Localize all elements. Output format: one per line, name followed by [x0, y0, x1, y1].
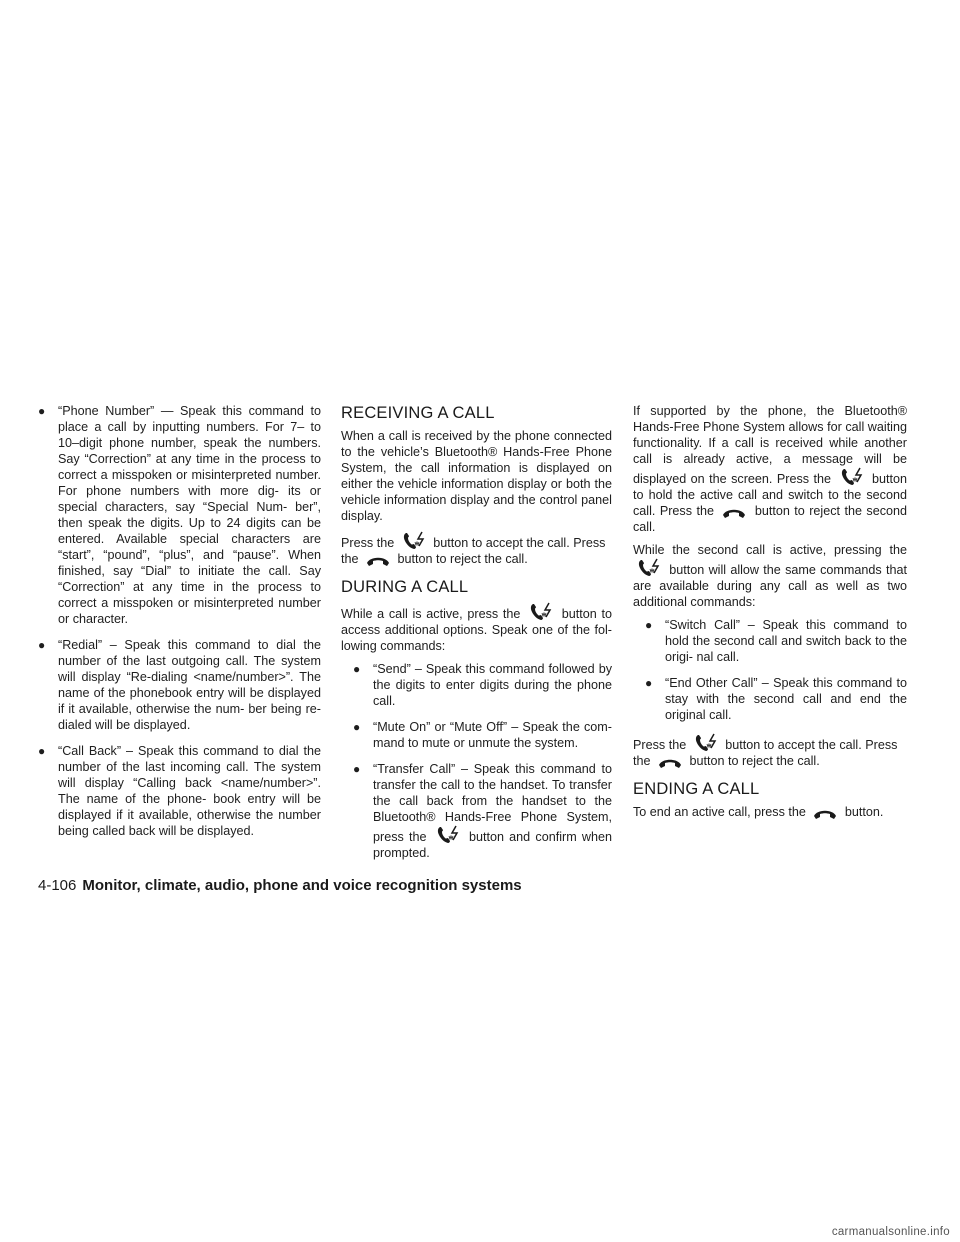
bullet-icon: ● — [353, 762, 361, 776]
bullet-icon: ● — [38, 638, 46, 652]
middle-column — [341, 403, 612, 871]
phone-hang-up-icon — [813, 808, 837, 820]
call-waiting-paragraph: If supported by the phone, the Bluetooth® Hands-Free Phone System allows for call waiting functionality. If a call is received while another call is already active, a message will be displayed on the screen. Press the button to hold the active call and switch to the second call. Press the button to reject the second call. — [633, 404, 908, 534]
list-item: ● “Call Back” – Speak this command to dial the number of the last incoming call. The system will display “Calling back <name/number>”. The name of the phone- book entry will be displayed if it available, otherwise the number being called back will be displayed. — [38, 744, 321, 838]
list-item: ● “Phone Number” — Speak this command to place a call by inputting numbers. For 7– to 10–digit phone number, speak the numbers. Say “Correction” at any time in the process to correct a misspoken or misinterpreted number. For phone numbers with more dig- its or special characters, say “Special Num- ber”, then speak the digits. Up to 24 digits can be entered. Available special characters are “start”, “pound”, “plus”, and “pause”. When finished, say “Dial” to initiate the call. Say “Correction” at any time in the process to correct a misspoken or misinterpreted number or character. — [38, 404, 321, 626]
left-column — [38, 403, 321, 849]
ending-instructions: To end an active call, press the button. — [633, 805, 884, 819]
waiting-press-instructions: Press the button to accept the call. Press the button to reject the call. — [633, 733, 907, 769]
second-call-paragraph: While the second call is active, pressing the button will allow the same commands that are available during any call as well as two additional commands: — [633, 543, 907, 609]
phone-voice-icon — [436, 825, 460, 845]
phone-voice-icon — [840, 467, 864, 487]
list-item: ● “Redial” – Speak this command to dial the number of the last outgoing call. The system will display “Re-dialing <name/number>”. The name of the phonebook entry will be displayed if it available, otherwise the num- ber being re-dialed will be displayed. — [38, 638, 321, 732]
page-footer — [38, 877, 522, 894]
during-heading: DURING A CALL — [341, 578, 469, 596]
receiving-paragraph: When a call is received by the phone connected to the vehicle’s Bluetooth® Hands-Free Phone System, the call information is displayed on either the vehicle information display or both the vehicle information display and the control panel display. — [341, 429, 612, 523]
phone-hang-up-icon — [366, 555, 390, 567]
right-column — [633, 403, 907, 827]
section-title: Monitor, climate, audio, phone and voice recognition systems — [82, 877, 522, 894]
phone-voice-icon — [402, 531, 426, 551]
bullet-icon: ● — [38, 404, 46, 418]
bullet-icon: ● — [353, 662, 361, 676]
watermark: carmanualsonline.info — [831, 1226, 950, 1238]
list-item: ● “Send” – Speak this command followed by the digits to enter digits during the phone call. — [353, 662, 612, 708]
list-item: ● “Switch Call” – Speak this command to hold the second call and switch back to the origi- nal call. — [645, 618, 907, 664]
phone-voice-icon — [637, 558, 661, 578]
bullet-icon: ● — [353, 720, 361, 734]
ending-heading: ENDING A CALL — [633, 780, 760, 798]
receiving-heading: RECEIVING A CALL — [341, 404, 495, 422]
during-intro: While a call is active, press the button to access additional options. Speak one of the fol- lowing commands: — [341, 602, 612, 654]
phone-voice-icon — [529, 602, 553, 622]
phone-hang-up-icon — [722, 507, 746, 519]
list-item: ● “Transfer Call” – Speak this command to transfer the call to the handset. To transfer the call back from the handset to the Bluetooth® Hands-Free Phone System, press the button and confirm when prompted. — [353, 762, 613, 860]
list-item: ● “Mute On” or “Mute Off” – Speak the com- mand to mute or unmute the system. — [353, 720, 612, 750]
phone-hang-up-icon — [658, 757, 682, 769]
bullet-icon: ● — [38, 744, 46, 758]
bullet-icon: ● — [645, 618, 653, 632]
page-number: 4-106 — [38, 877, 77, 894]
bullet-icon: ● — [645, 676, 653, 690]
receiving-press-instructions: Press the button to accept the call. Press the button to reject the call. — [341, 531, 612, 567]
list-item: ● “End Other Call” – Speak this command to stay with the second call and end the original call. — [645, 676, 907, 722]
phone-voice-icon — [694, 733, 718, 753]
